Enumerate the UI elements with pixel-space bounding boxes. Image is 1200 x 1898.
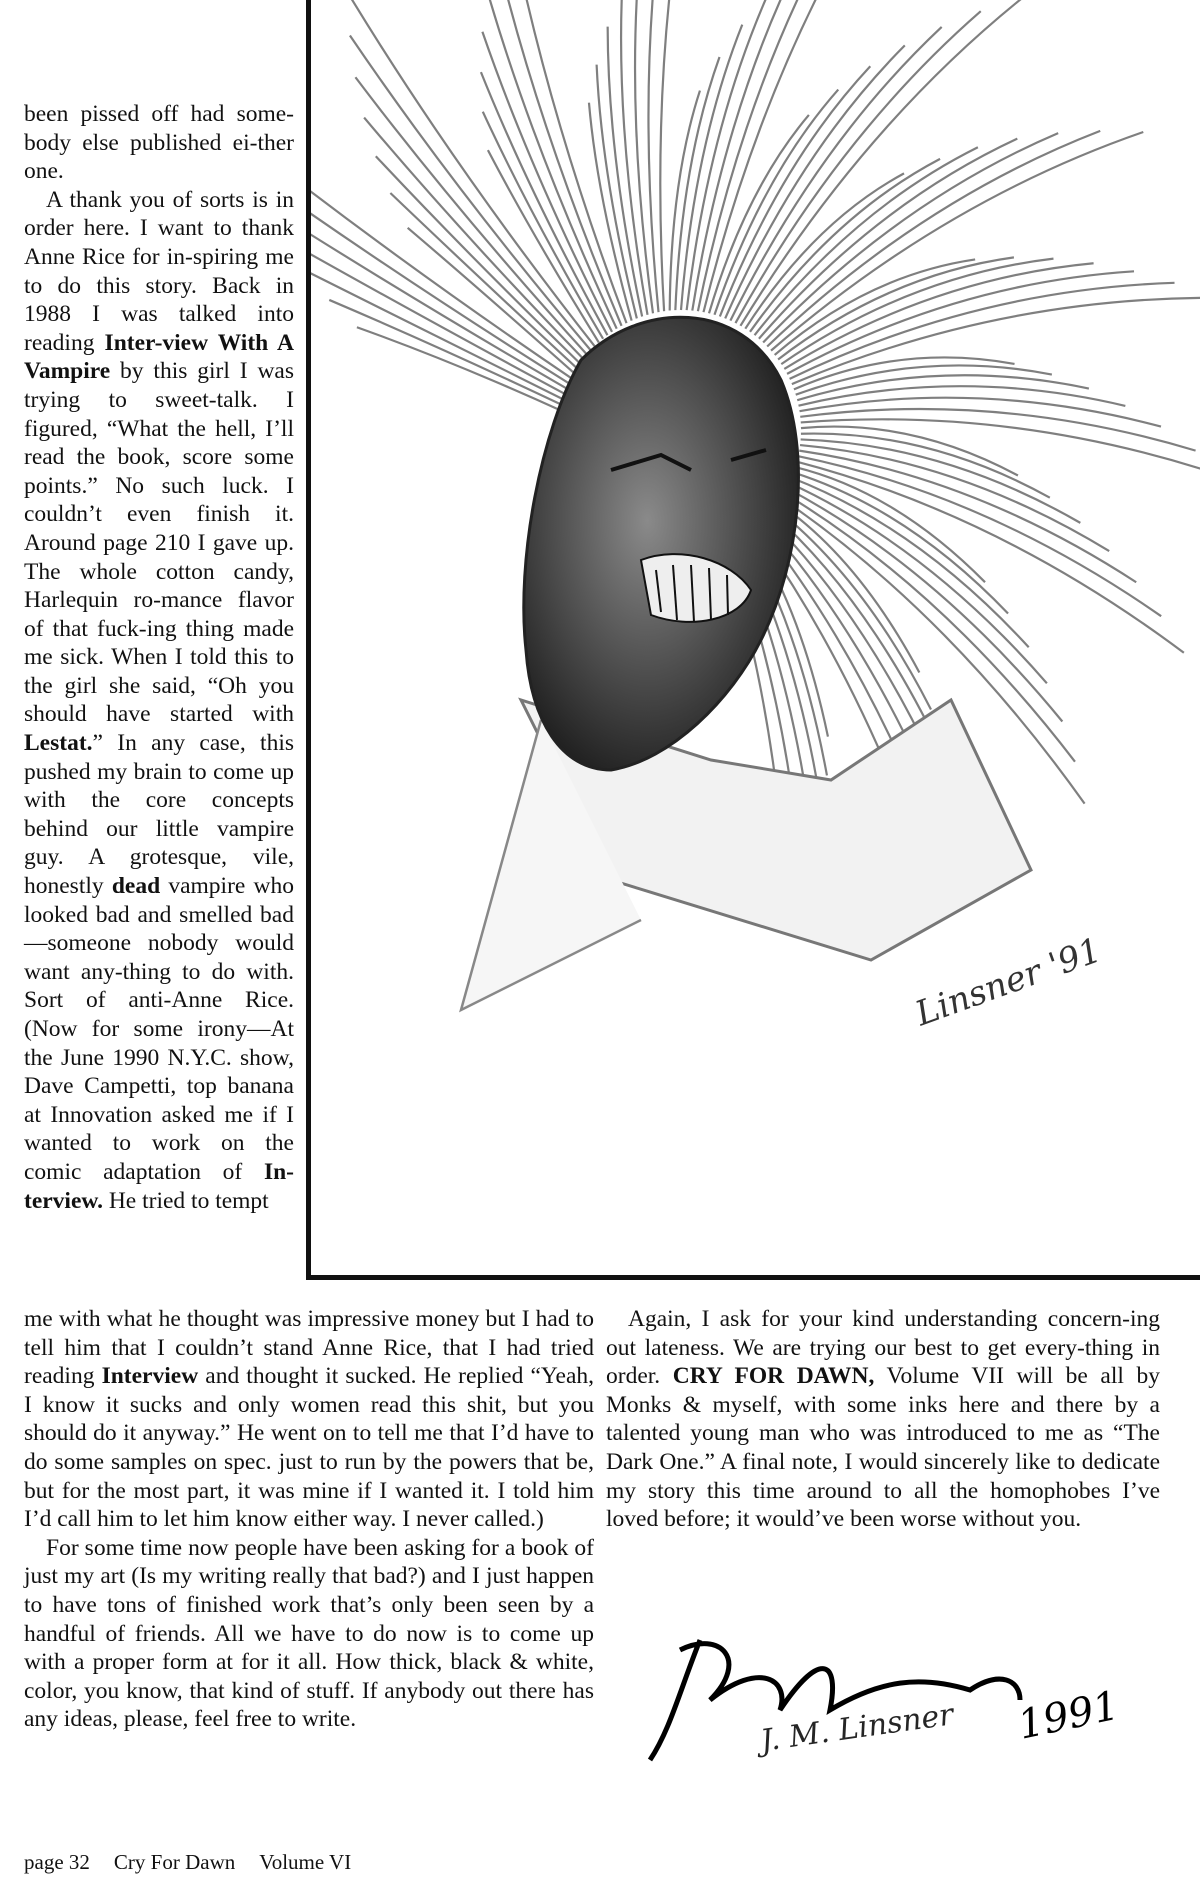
- artist-signature: Linsner '91: [910, 930, 1107, 1035]
- text-run: vampire who looked bad and smelled bad—someone nobody would want any-thing to do with. Sort of anti-Anne Rice. (Now for some irony—At the June 1990 N.Y.C. show, Dave Campetti, top banana at Innovation asked me if I wanted to work on the comic adaptation of: [24, 873, 294, 1185]
- right-text-column: [606, 1305, 1160, 1534]
- text-run: been pissed off had some-body else published ei-ther one.: [24, 101, 294, 185]
- hair-strand: [698, 0, 829, 311]
- paragraph: [24, 186, 294, 1215]
- text-run: and thought it sucked. He replied “Yeah, I know it sucks and only women read this shit, but you should do it anyway.” He went on to tell me that I’d have to do some samples on spec. just to run by the powers that be, but for the most part, it was mine if I wanted it. I told him I’d call him to let him know either way. I never called.): [24, 1363, 595, 1533]
- hair-strand: [790, 283, 1175, 379]
- hair-strand: [781, 259, 1053, 364]
- hair-strand: [648, 0, 661, 312]
- left-text-column: [24, 1305, 594, 1734]
- paragraph: [24, 100, 294, 186]
- magazine-title: Cry For Dawn: [113, 1850, 236, 1874]
- hair-strand: [608, 27, 642, 317]
- text-run: me with what he thought was impressive money but I had to tell him that I couldn’t stand Anne Rice, that I had tried reading: [24, 1306, 594, 1390]
- hair-strand: [660, 0, 685, 311]
- narrow-text-column: [24, 100, 294, 1215]
- bold-title: Interview: [101, 1363, 199, 1390]
- text-run: A thank you of sorts is in order here. I want to thank Anne Rice for in-spiring me to do this story. Back in 1988 I was talked into reading: [24, 186, 294, 356]
- text-run: ” In any case, this pushed my brain to come up with the core concepts behind our little vampire guy. A grotesque, vile, honestly: [24, 730, 294, 900]
- text-run: Volume VII will be all by Monks & myself, with some inks here and there by a talented young man who was introduced to me as “The Dark One.” A final note, I would sincerely like to dedicate my story this time around to all the homophobes I’ve loved before; it would’ve been worse without you.: [606, 1363, 1160, 1533]
- author-signature: [640, 1620, 1180, 1770]
- hair-strand: [687, 0, 769, 310]
- signature-year: 1991: [1013, 1682, 1124, 1749]
- author-signature-text: J. M. Linsner: [758, 1697, 956, 1759]
- hair-strand: [798, 456, 1161, 616]
- text-run: Again, I ask for your kind understanding concern-ing out lateness. We are trying our best to get every-thing in order.: [606, 1306, 1160, 1390]
- paragraph: [606, 1305, 1160, 1534]
- vampire-face: [524, 317, 799, 770]
- page-number: page 32: [24, 1850, 90, 1874]
- paragraph: [24, 1305, 594, 1534]
- volume-label: Volume VI: [259, 1850, 352, 1874]
- hair-strand: [703, 0, 863, 312]
- paragraph: [24, 1534, 594, 1734]
- hair-strand: [786, 488, 1062, 722]
- text-run: He tried to tempt: [102, 1187, 269, 1214]
- hair-strand: [329, 300, 563, 406]
- hair-strand: [350, 36, 591, 351]
- hair-strand: [311, 270, 565, 400]
- page-footer: [24, 1850, 351, 1875]
- bold-title: dead: [111, 873, 161, 900]
- bold-title: Inter-view With A Vampire: [24, 329, 294, 385]
- hair-strand: [714, 90, 838, 315]
- text-run: by this girl I was trying to sweet-talk. I figured, “What the hell, I’ll read the book, score some points.” No such luck. I couldn’t even finish it. Around page 210 I gave up. The whole cotton candy, Harlequin ro-mance flavor of that fuck-ing thing made me sick. When I told this to the girl she said, “Oh you should have started with: [24, 358, 294, 728]
- bold-title: In-terview.: [24, 1158, 294, 1214]
- vampire-illustration: [306, 0, 1200, 1280]
- text-run: For some time now people have been asking for a book of just my art (Is my writing really that bad?) and I just happen to have tons of finished work that’s only been seen by a handful of friends. All we have to do now is to come up with a proper form at for it all. How thick, black & white, color, you know, that kind of stuff. If anybody out there has any ideas, please, feel free to write.: [24, 1534, 594, 1733]
- bold-title: Lestat.: [24, 730, 93, 757]
- hair-strand: [311, 202, 568, 390]
- bold-title: CRY FOR DAWN,: [672, 1363, 875, 1390]
